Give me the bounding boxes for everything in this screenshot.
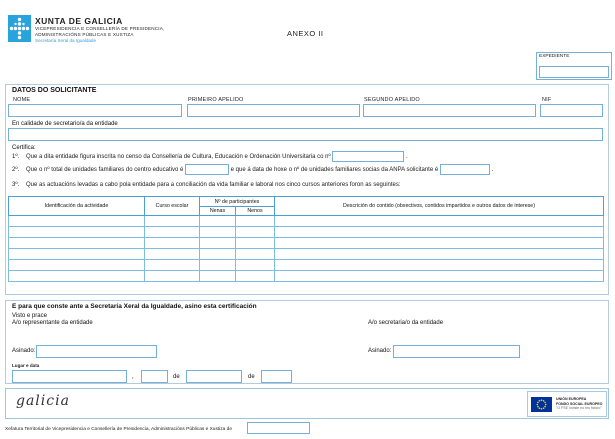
org-line1: VICEPRESIDENCIA E CONSELLERÍA DE PRESIDENCIA, bbox=[35, 26, 165, 31]
cert-item-3-text: Que as actuacións levadas a cabo pola entidade para a conciliación da vida familiar e laboral nos cinco cursos anteriores foron as seguintes: bbox=[26, 182, 401, 188]
applicant-section-title: DATOS DO SOLICITANTE bbox=[12, 87, 97, 94]
cert-item-1-number: 1º. bbox=[12, 154, 20, 161]
galicia-logo: galicia bbox=[16, 393, 70, 409]
table-cell[interactable] bbox=[236, 260, 275, 271]
org-identity bbox=[35, 16, 165, 44]
date-comma: , bbox=[132, 374, 134, 380]
table-row bbox=[9, 238, 604, 249]
signature-statement: E para que conste ante a Secretaría Xeral da Igualdade, asino esta certificación bbox=[12, 303, 257, 310]
cert-item-3 bbox=[12, 179, 401, 192]
table-cell[interactable] bbox=[145, 238, 200, 249]
nif-label: NIF bbox=[542, 97, 552, 103]
segundo-apelido-input[interactable] bbox=[363, 104, 536, 117]
table-cell[interactable] bbox=[275, 238, 604, 249]
capacity-label: En calidade de secretario/a da entidade bbox=[12, 121, 118, 127]
table-cell[interactable] bbox=[145, 249, 200, 260]
year-input[interactable] bbox=[261, 370, 292, 383]
table-cell[interactable] bbox=[145, 260, 200, 271]
table-cell[interactable] bbox=[145, 227, 200, 238]
table-cell[interactable] bbox=[236, 238, 275, 249]
month-input[interactable] bbox=[186, 370, 242, 383]
cert-item-2-text-a: Que o nº total de unidades familiares do centro educativo é bbox=[26, 167, 184, 174]
table-cell[interactable] bbox=[275, 227, 604, 238]
col-header-description: Descrición do contido (obxectivos, contidos impartidos e outros datos de interese) bbox=[275, 197, 604, 216]
table-cell[interactable] bbox=[9, 216, 145, 227]
table-row bbox=[9, 271, 604, 282]
eu-line-3: "O FSE inviste no teu futuro" bbox=[556, 406, 602, 411]
xunta-logo-icon bbox=[8, 15, 31, 47]
nome-label: NOME bbox=[13, 97, 31, 103]
eu-flag-icon bbox=[531, 397, 552, 417]
cert-item-3-number: 3º. bbox=[12, 182, 20, 188]
activities-table-body bbox=[9, 216, 604, 282]
cert-item-2-input-socias[interactable] bbox=[440, 164, 490, 175]
table-cell[interactable] bbox=[275, 260, 604, 271]
signed-input-right[interactable] bbox=[393, 345, 520, 358]
table-cell[interactable] bbox=[200, 260, 236, 271]
place-date-label: Lugar e data bbox=[12, 363, 40, 368]
eu-line-2: FONDO SOCIAL EUROPEO bbox=[556, 401, 603, 406]
eu-line-1: UNIÓN EUROPEA bbox=[556, 397, 587, 401]
footer-band bbox=[5, 388, 609, 419]
org-name: XUNTA DE GALICIA bbox=[35, 16, 123, 26]
org-line2: ADMINISTRACIÓNS PÚBLICAS E XUSTIZA bbox=[35, 32, 134, 37]
table-row bbox=[9, 227, 604, 238]
table-cell[interactable] bbox=[200, 216, 236, 227]
annex-title: ANEXO II bbox=[287, 29, 324, 38]
table-row bbox=[9, 249, 604, 260]
table-cell[interactable] bbox=[200, 238, 236, 249]
table-cell[interactable] bbox=[275, 271, 604, 282]
cert-item-2-suffix: . bbox=[491, 167, 494, 174]
col-header-course: Curso escolar bbox=[145, 197, 200, 216]
col-header-participants-group: Nº de participantes bbox=[200, 197, 275, 207]
cert-item-2-text-b: e que á data de hoxe o nº de unidades familiares socias da ANPA solicitante é bbox=[230, 167, 439, 174]
table-cell[interactable] bbox=[200, 249, 236, 260]
capacity-input[interactable] bbox=[8, 128, 603, 141]
table-cell[interactable] bbox=[236, 216, 275, 227]
primeiro-apelido-label: PRIMEIRO APELIDO bbox=[188, 97, 244, 103]
visto-e-prace: Visto e prace bbox=[12, 313, 47, 319]
place-input[interactable] bbox=[12, 370, 127, 383]
expediente-box bbox=[536, 52, 612, 80]
signed-label-left: Asinado: bbox=[12, 348, 36, 354]
table-cell[interactable] bbox=[9, 249, 145, 260]
cert-item-2-input-total[interactable] bbox=[185, 164, 229, 175]
territorial-label: Xefatura Territorial de Vicepresidencia e Consellería de Presidencia, Administracións Públicas e Xustiza de bbox=[5, 427, 232, 432]
table-cell[interactable] bbox=[236, 271, 275, 282]
col-header-girls: Nenas bbox=[200, 207, 236, 216]
col-header-boys: Nenos bbox=[236, 207, 275, 216]
table-cell[interactable] bbox=[9, 260, 145, 271]
table-cell[interactable] bbox=[9, 227, 145, 238]
signed-label-right: Asinado: bbox=[368, 348, 392, 354]
date-de-1: de bbox=[173, 374, 180, 380]
cert-item-2-number: 2º. bbox=[12, 167, 20, 174]
eu-logo-block bbox=[527, 391, 607, 417]
activities-table bbox=[8, 196, 604, 282]
expediente-input[interactable] bbox=[539, 66, 609, 78]
table-cell[interactable] bbox=[145, 216, 200, 227]
territorial-input[interactable] bbox=[247, 422, 310, 434]
cert-item-2 bbox=[12, 164, 493, 177]
cert-item-1-suffix: . bbox=[406, 154, 408, 161]
table-cell[interactable] bbox=[200, 227, 236, 238]
table-cell[interactable] bbox=[236, 249, 275, 260]
table-cell[interactable] bbox=[275, 249, 604, 260]
table-row bbox=[9, 216, 604, 227]
table-cell[interactable] bbox=[275, 216, 604, 227]
segundo-apelido-label: SEGUNDO APELIDO bbox=[364, 97, 420, 103]
eu-text bbox=[556, 397, 602, 411]
cert-item-1-text: Que a dita entidade figura inscrita no censo da Consellería de Cultura, Educación e Ordenación Universitaria co nº bbox=[26, 154, 331, 161]
date-de-2: de bbox=[248, 374, 255, 380]
table-cell[interactable] bbox=[145, 271, 200, 282]
expediente-label: EXPEDIENTE bbox=[539, 54, 570, 59]
table-cell[interactable] bbox=[200, 271, 236, 282]
col-header-activity: Identificación da actividade bbox=[9, 197, 145, 216]
cert-item-1-input[interactable] bbox=[332, 151, 404, 162]
day-input[interactable] bbox=[141, 370, 168, 383]
representative-role: A/o representante da entidade bbox=[12, 320, 93, 326]
nif-input[interactable] bbox=[540, 104, 603, 117]
signed-input-left[interactable] bbox=[36, 345, 157, 358]
secretary-role: A/o secretaria/o da entidade bbox=[368, 320, 444, 326]
table-row bbox=[9, 260, 604, 271]
table-cell[interactable] bbox=[9, 238, 145, 249]
table-cell[interactable] bbox=[236, 227, 275, 238]
primeiro-apelido-input[interactable] bbox=[187, 104, 360, 117]
certifica-heading: Certifica: bbox=[12, 145, 36, 151]
cert-item-1 bbox=[12, 151, 408, 164]
table-cell[interactable] bbox=[9, 271, 145, 282]
org-department: Secretaría Xeral da Igualdade bbox=[35, 38, 97, 43]
nome-input[interactable] bbox=[8, 104, 182, 117]
